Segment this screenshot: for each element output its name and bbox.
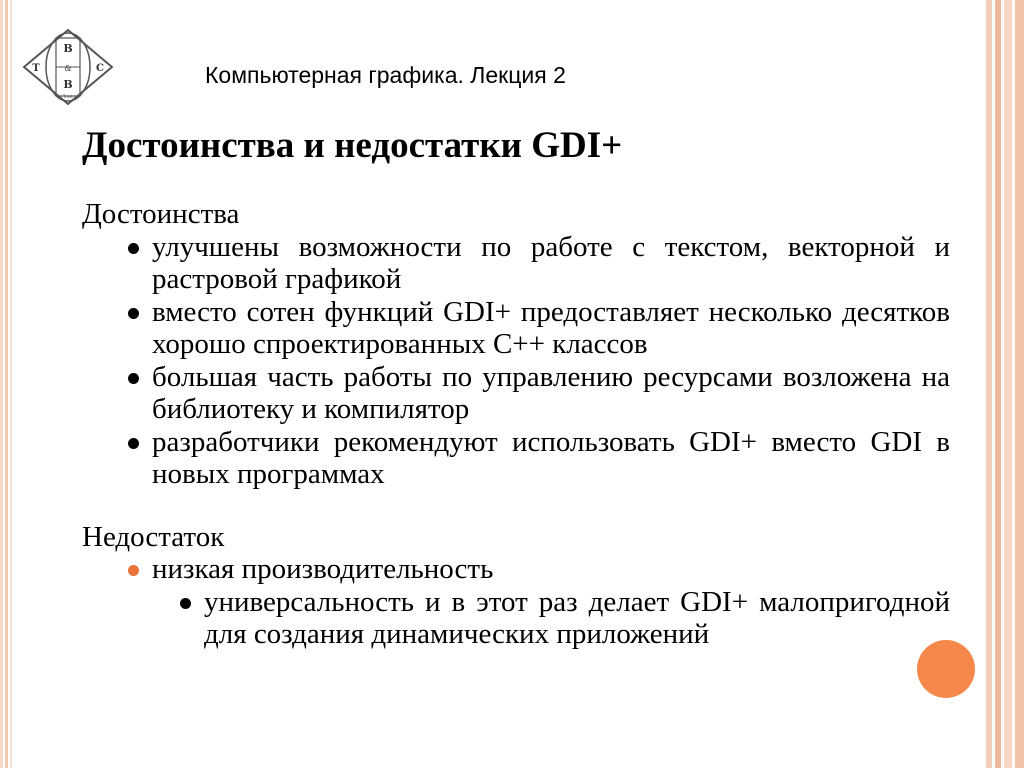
advantages-heading: Достоинства: [82, 198, 240, 230]
advantage-text: вместо сотен функций GDI+ предоставляет несколько десятков хорошо спроектированных C++ классов: [152, 295, 950, 360]
disadvantages-heading: Недостаток: [82, 520, 225, 553]
left-decorative-border: [0, 0, 12, 768]
section-spacer: [82, 491, 950, 521]
logo-ampersand: &: [64, 64, 72, 73]
advantage-text: большая часть работы по управлению ресурсами возложена на библиотеку и компилятор: [152, 360, 950, 425]
logo-caption: Trust: [63, 94, 73, 99]
lecture-header: Компьютерная графика. Лекция 2: [205, 62, 566, 88]
list-item: [82, 361, 950, 426]
logo-letter-b-bottom: B: [63, 78, 73, 91]
bullet-icon: [180, 598, 191, 609]
disadvantage-text: низкая производительность: [152, 553, 494, 585]
list-item: [82, 231, 950, 296]
disadvantage-subtext: универсальность и в этот раз делает GDI+ малопригодной для создания динамических приложений: [204, 585, 950, 650]
slide-content: [82, 198, 950, 651]
slide-title: Достоинства и недостатки GDI+: [82, 125, 623, 166]
bullet-icon: [128, 438, 139, 449]
orange-circle-decoration: [917, 640, 975, 698]
list-item: [82, 426, 950, 491]
advantages-list: [82, 231, 950, 491]
disadvantages-list: [82, 553, 950, 586]
disadvantages-sublist: [82, 586, 950, 651]
bullet-icon: [128, 373, 139, 384]
list-item: [82, 586, 950, 651]
advantage-text: улучшены возможности по работе с текстом, векторной и растровой графикой: [152, 230, 950, 295]
logo-letter-t: T: [32, 63, 40, 74]
advantage-text: разработчики рекомендуют использовать GDI+ вместо GDI в новых программах: [152, 425, 950, 490]
bullet-icon: [128, 308, 139, 319]
tbc-logo: [22, 28, 114, 106]
logo-letter-c: C: [96, 63, 104, 74]
list-item: [82, 296, 950, 361]
list-item: [82, 553, 950, 586]
orange-bullet-icon: [128, 565, 139, 576]
right-decorative-border: [986, 0, 1024, 768]
logo-letter-b-top: B: [63, 42, 73, 55]
bullet-icon: [128, 243, 139, 254]
